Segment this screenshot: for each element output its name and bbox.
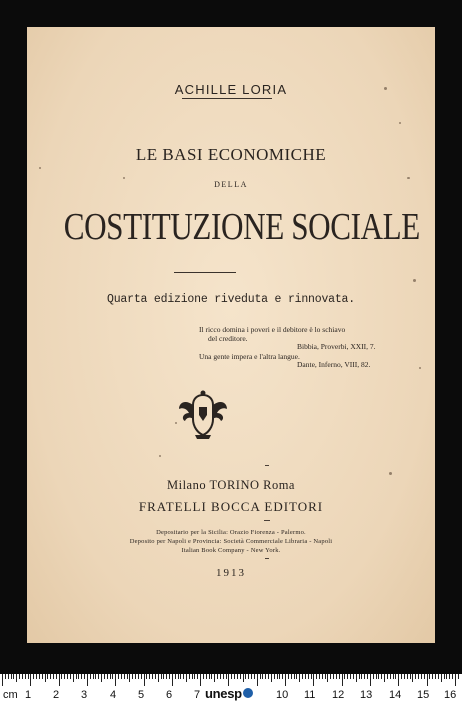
ruler-tick — [121, 674, 122, 679]
ruler-label: 7 — [194, 689, 201, 701]
ruler-tick — [373, 674, 374, 679]
ruler-tick — [257, 674, 258, 686]
ruler-tick — [50, 674, 51, 679]
ruler-unit-label: cm — [3, 689, 18, 701]
ruler-tick — [299, 674, 300, 682]
ruler-tick — [294, 674, 295, 679]
epigraph-1-source: Bibbia, Proverbi, XXII, 7. — [297, 342, 376, 351]
ruler-tick — [429, 674, 430, 679]
ruler-tick — [217, 674, 218, 679]
depositary-new-york: Italian Book Company - New York. — [181, 547, 281, 554]
ruler-tick — [118, 674, 119, 679]
ruler-tick — [237, 674, 238, 679]
ruler-tick — [424, 674, 425, 679]
ruler-tick — [427, 674, 428, 686]
foxing-spot — [175, 422, 177, 424]
ruler-tick — [226, 674, 227, 679]
ruler-label: 12 — [332, 689, 345, 701]
ruler-tick — [33, 674, 34, 679]
ruler-tick — [410, 674, 411, 679]
ruler-label: 14 — [389, 689, 402, 701]
ruler-tick — [36, 674, 37, 679]
ruler-label: 16 — [444, 689, 457, 701]
ruler-tick — [336, 674, 337, 679]
ruler-tick — [277, 674, 278, 679]
ruler-tick — [231, 674, 232, 679]
ruler-tick — [61, 674, 62, 679]
ruler-tick — [78, 674, 79, 679]
ruler-tick — [234, 674, 235, 679]
ruler-tick — [194, 674, 195, 679]
ruler-tick — [418, 674, 419, 679]
title-line-1: LE BASI ECONOMICHE — [135, 145, 327, 164]
ruler-tick — [81, 674, 82, 679]
ruler-tick — [220, 674, 221, 679]
epigraph-2-source: Dante, Inferno, VIII, 82. — [297, 360, 371, 369]
ruler-tick — [342, 674, 343, 686]
foxing-spot — [419, 367, 421, 369]
ruler-tick — [90, 674, 91, 679]
ruler-tick — [98, 674, 99, 679]
ruler-tick — [260, 674, 261, 679]
ruler-tick — [333, 674, 334, 679]
ruler-tick — [211, 674, 212, 679]
ruler-tick — [381, 674, 382, 679]
ruler-tick — [347, 674, 348, 679]
ruler-tick — [407, 674, 408, 679]
publication-year: 1913 — [216, 567, 246, 579]
depositary-naples: Deposito per Napoli e Provincia: Società Commerciale Libraria - Napoli — [129, 538, 333, 545]
ruler-tick — [240, 674, 241, 679]
ruler-tick — [67, 674, 68, 679]
ruler-tick — [19, 674, 20, 679]
ruler-label: 6 — [166, 689, 173, 701]
ruler-tick — [398, 674, 399, 686]
title-line-3: COSTITUZIONE SOCIALE — [63, 206, 420, 248]
ruler-tick — [384, 674, 385, 682]
ruler-tick — [70, 674, 71, 679]
ruler-tick — [5, 674, 6, 679]
ruler-tick — [149, 674, 150, 679]
ruler-tick — [296, 674, 297, 679]
ruler-tick — [22, 674, 23, 679]
ruler-tick — [115, 674, 116, 686]
ruler-tick — [129, 674, 130, 682]
ruler-tick — [452, 674, 453, 679]
ruler-tick — [370, 674, 371, 686]
ruler-tick — [146, 674, 147, 679]
ruler-label: 11 — [304, 689, 316, 701]
ruler-tick — [144, 674, 145, 686]
ruler-tick — [390, 674, 391, 679]
scale-ruler — [0, 674, 462, 705]
ruler-tick — [387, 674, 388, 679]
ruler-tick — [87, 674, 88, 686]
ruler-tick — [322, 674, 323, 679]
ruler-tick — [124, 674, 125, 679]
ruler-tick — [432, 674, 433, 679]
ruler-tick — [313, 674, 314, 686]
ruler-tick — [152, 674, 153, 679]
ruler-tick — [127, 674, 128, 679]
ruler-tick — [268, 674, 269, 679]
ruler-tick — [28, 674, 29, 679]
title-rule — [174, 272, 236, 273]
ruler-tick — [209, 674, 210, 679]
ruler-tick — [311, 674, 312, 679]
foxing-spot — [413, 279, 416, 282]
ruler-tick — [262, 674, 263, 679]
ruler-tick — [56, 674, 57, 679]
ruler-tick — [8, 674, 9, 679]
ruler-tick — [166, 674, 167, 679]
ruler-label: 4 — [110, 689, 117, 701]
ruler-tick — [104, 674, 105, 679]
divider-mark — [265, 558, 269, 559]
ruler-tick — [319, 674, 320, 679]
ruler-tick — [359, 674, 360, 679]
title-page — [27, 27, 435, 643]
ruler-tick — [84, 674, 85, 679]
ruler-tick — [251, 674, 252, 679]
ruler-label: 10 — [276, 689, 289, 701]
ruler-tick — [197, 674, 198, 679]
ruler-tick — [180, 674, 181, 679]
ruler-tick — [39, 674, 40, 679]
ruler-tick — [421, 674, 422, 679]
ruler-tick — [412, 674, 413, 682]
ruler-tick — [76, 674, 77, 679]
ruler-tick — [330, 674, 331, 679]
ruler-tick — [285, 674, 286, 686]
divider-mark — [264, 520, 270, 521]
ruler-tick — [132, 674, 133, 679]
depositary-sicily: Depositario per la Sicilia: Orazio Fiorenza - Palermo. — [156, 529, 306, 536]
foxing-spot — [384, 87, 387, 90]
ruler-tick — [308, 674, 309, 679]
ruler-tick — [316, 674, 317, 679]
ruler-tick — [302, 674, 303, 679]
foxing-spot — [123, 177, 125, 179]
ruler-label: 13 — [360, 689, 373, 701]
ruler-tick — [291, 674, 292, 679]
ruler-tick — [183, 674, 184, 679]
epigraph-1-text: Il ricco domina i poveri e il debitore è lo schiavo — [199, 325, 346, 334]
ruler-tick — [203, 674, 204, 679]
foxing-spot — [39, 167, 41, 169]
ruler-tick — [288, 674, 289, 679]
ruler-tick — [11, 674, 12, 679]
ruler-tick — [449, 674, 450, 679]
ruler-tick — [59, 674, 60, 686]
ruler-tick — [45, 674, 46, 682]
ruler-tick — [376, 674, 377, 679]
ruler-tick — [458, 674, 459, 679]
ruler-label: 15 — [417, 689, 430, 701]
ruler-tick — [16, 674, 17, 682]
ruler-tick — [223, 674, 224, 679]
ruler-tick — [30, 674, 31, 686]
ruler-tick — [192, 674, 193, 679]
ruler-tick — [163, 674, 164, 679]
ruler-tick — [214, 674, 215, 682]
ruler-tick — [279, 674, 280, 679]
foxing-spot — [407, 177, 410, 179]
epigraph-2-text: Una gente impera e l'altra langue. — [199, 352, 300, 361]
ruler-tick — [206, 674, 207, 679]
ruler-tick — [175, 674, 176, 679]
ruler-tick — [350, 674, 351, 679]
unesp-logo: unesp — [205, 686, 242, 701]
ruler-tick — [101, 674, 102, 682]
ruler-tick — [364, 674, 365, 679]
ruler-label: 2 — [53, 689, 60, 701]
ruler-tick — [327, 674, 328, 682]
ruler-tick — [158, 674, 159, 682]
ruler-tick — [110, 674, 111, 679]
author-underline — [182, 98, 272, 99]
ruler-tick — [435, 674, 436, 679]
ruler-tick — [178, 674, 179, 679]
ruler-tick — [13, 674, 14, 679]
author-name: ACHILLE LORIA — [174, 82, 288, 97]
ruler-tick — [395, 674, 396, 679]
ruler-tick — [325, 674, 326, 679]
epigraph-1-text-cont: del creditore. — [208, 334, 248, 343]
ruler-tick — [95, 674, 96, 679]
ruler-tick — [243, 674, 244, 682]
publisher-cities: Milano TORINO Roma — [167, 478, 295, 492]
ruler-tick — [42, 674, 43, 679]
foxing-spot — [399, 122, 401, 124]
divider-mark — [265, 465, 269, 466]
ruler-tick — [73, 674, 74, 682]
ruler-tick — [367, 674, 368, 679]
ruler-tick — [339, 674, 340, 679]
ruler-tick — [135, 674, 136, 679]
ruler-tick — [107, 674, 108, 679]
foxing-spot — [389, 472, 392, 475]
ruler-tick — [189, 674, 190, 679]
ruler-tick — [47, 674, 48, 679]
ruler-tick — [172, 674, 173, 686]
ruler-tick — [155, 674, 156, 679]
ruler-tick — [404, 674, 405, 679]
ruler-tick — [161, 674, 162, 679]
ruler-label: 3 — [81, 689, 88, 701]
ruler-tick — [112, 674, 113, 679]
ruler-tick — [444, 674, 445, 679]
ruler-tick — [446, 674, 447, 679]
publisher-name: FRATELLI BOCCA EDITORI — [138, 499, 324, 514]
ruler-label: 5 — [138, 689, 145, 701]
edition-note: Quarta edizione riveduta e rinnovata. — [107, 293, 355, 306]
ruler-tick — [186, 674, 187, 682]
ruler-tick — [282, 674, 283, 679]
ruler-tick — [2, 674, 3, 686]
ruler-tick — [378, 674, 379, 679]
ruler-tick — [248, 674, 249, 679]
ruler-tick — [141, 674, 142, 679]
ruler-tick — [361, 674, 362, 679]
foxing-spot — [159, 455, 161, 457]
ruler-tick — [64, 674, 65, 679]
ruler-tick — [274, 674, 275, 679]
ruler-tick — [93, 674, 94, 679]
ruler-tick — [353, 674, 354, 679]
ruler-tick — [438, 674, 439, 679]
ruler-tick — [415, 674, 416, 679]
ruler-tick — [254, 674, 255, 679]
ruler-tick — [53, 674, 54, 679]
ruler-label: 1 — [25, 689, 32, 701]
title-line-2: DELLA — [214, 180, 248, 189]
ruler-tick — [356, 674, 357, 682]
ruler-tick — [245, 674, 246, 679]
ruler-tick — [271, 674, 272, 682]
ruler-tick — [344, 674, 345, 679]
ruler-tick — [25, 674, 26, 679]
ruler-tick — [441, 674, 442, 682]
ruler-tick — [305, 674, 306, 679]
ruler-tick — [265, 674, 266, 679]
ruler-tick — [169, 674, 170, 679]
ruler-tick — [455, 674, 456, 686]
ruler-tick — [401, 674, 402, 679]
ruler-tick — [228, 674, 229, 686]
ruler-tick — [393, 674, 394, 679]
ruler-tick — [200, 674, 201, 686]
ruler-tick — [138, 674, 139, 679]
unesp-logo-icon — [243, 688, 253, 698]
publisher-emblem-icon — [175, 389, 231, 441]
